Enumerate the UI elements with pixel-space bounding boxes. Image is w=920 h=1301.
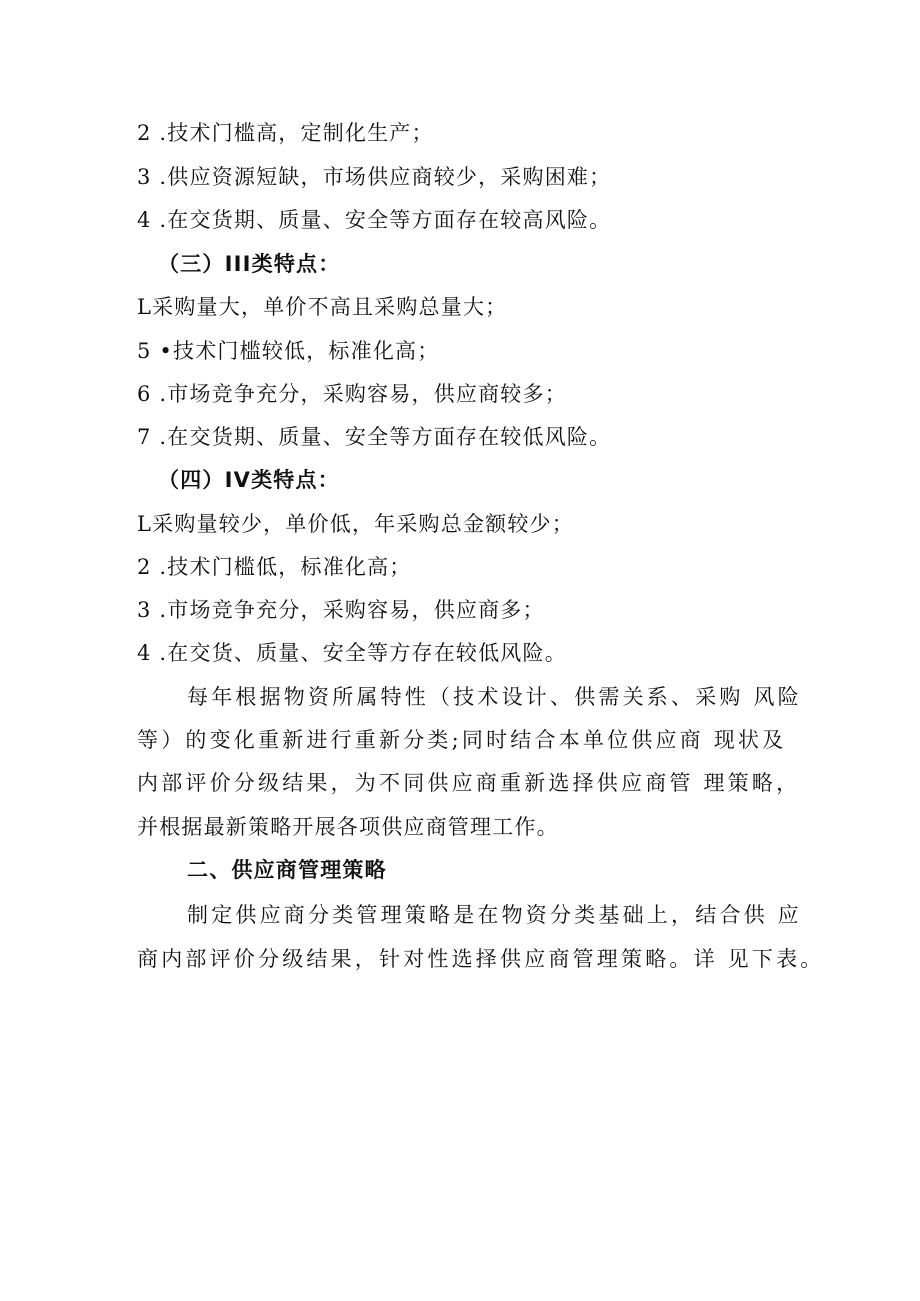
list-item: 2 .技术门槛高，定制化生产； [137, 121, 434, 145]
paragraph-line: 等）的变化重新进行重新分类;同时结合本单位供应商 现状及 [137, 728, 787, 752]
section-heading-class-iii: （三）III类特点： [158, 252, 341, 276]
list-item: 3 .供应资源短缺，市场供应商较少，采购困难； [137, 165, 612, 189]
paragraph-line: 并根据最新策略开展各项供应商管理工作。 [137, 815, 559, 839]
paragraph-line: 制定供应商分类管理策略是在物资分类基础上，结合供 应 [187, 903, 802, 927]
paragraph-line: 每年根据物资所属特性（技术设计、供需关系、采购 风险 [187, 685, 802, 709]
list-item: 3 .市场竞争充分，采购容易，供应商多； [137, 598, 545, 622]
list-item: 4 .在交货期、质量、安全等方面存在较高风险。 [137, 208, 612, 232]
list-item: 5 •技术门槛较低，标准化高； [137, 339, 440, 363]
list-item: 4 .在交货、质量、安全等方存在较低风险。 [137, 641, 567, 665]
section-heading-supplier-strategy: 二、供应商管理策略 [187, 858, 387, 882]
section-heading-class-iv: （四）IV类特点： [158, 468, 340, 492]
paragraph-line: 内部评价分级结果，为不同供应商重新选择供应商管 理策略， [137, 771, 801, 795]
list-item: L采购量较少，单价低，年采购总金额较少； [137, 512, 574, 536]
list-item: L采购量大，单价不高且采购总量大； [137, 295, 508, 319]
paragraph-line: 商内部评价分级结果，针对性选择供应商管理策略。详 见下表。 [137, 947, 825, 971]
list-item: 6 .市场竞争充分，采购容易，供应商较多； [137, 382, 567, 406]
list-item: 7 .在交货期、质量、安全等方面存在较低风险。 [137, 425, 612, 449]
list-item: 2 .技术门槛低，标准化高； [137, 555, 412, 579]
